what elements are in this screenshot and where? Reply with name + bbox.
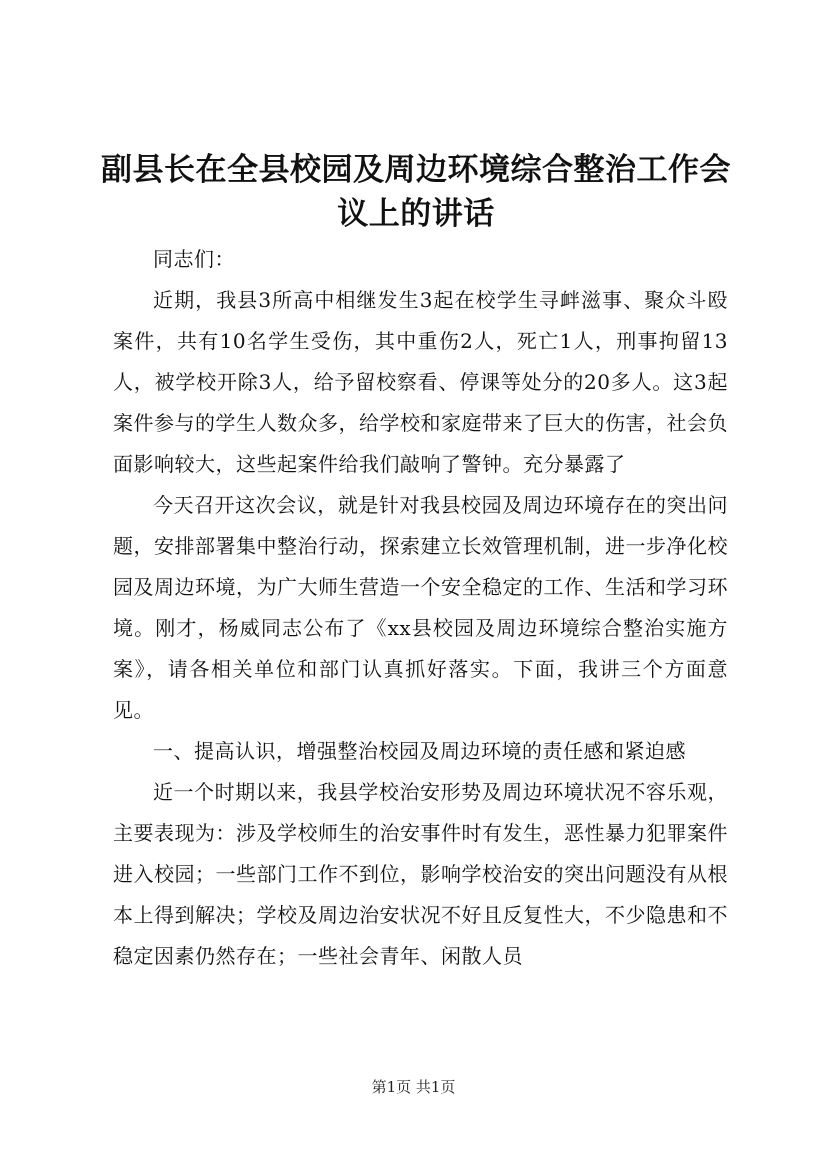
- page-number: 第1页 共1页: [371, 1078, 456, 1096]
- document-title: 副县长在全县校园及周边环境综合整治工作会议上的讲话: [101, 152, 731, 232]
- paragraph-3: 近一个时期以来，我县学校治安形势及周边环境状况不容乐观，主要表现为：涉及学校师生的治安事件时有发生，恶性暴力犯罪案件进入校园；一些部门工作不到位，影响学校治安的突出问题没有从根本上得到解决；学校及周边治安状况不好且反复性大，不少隐患和不稳定因素仍然存在；一些社会青年、闲散人员: [113, 780, 728, 968]
- section-heading-1: 一、提高认识，增强整治校园及周边环境的责任感和紧迫感: [153, 739, 686, 763]
- paragraph-1: 近期，我县3所高中相继发生3起在校学生寻衅滋事、聚众斗殴案件，共有10名学生受伤，其中重伤2人，死亡1人，刑事拘留13人，被学校开除3人，给予留校察看、停课等处分的20多人。这3起案件参与的学生人数众多，给学校和家庭带来了巨大的伤害，社会负面影响较大，这些起案件给我们敲响了警钟。充分暴露了: [113, 288, 728, 476]
- document-body: [113, 239, 728, 977]
- paragraph-2: 今天召开这次会议，就是针对我县校园及周边环境存在的突出问题，安排部署集中整治行动，探索建立长效管理机制，进一步净化校园及周边环境，为广大师生营造一个安全稳定的工作、生活和学习环境。刚才，杨威同志公布了《xx县校园及周边环境综合整治实施方案》，请各相关单位和部门认真抓好落实。下面，我讲三个方面意见。: [113, 493, 728, 722]
- greeting: 同志们：: [153, 247, 235, 271]
